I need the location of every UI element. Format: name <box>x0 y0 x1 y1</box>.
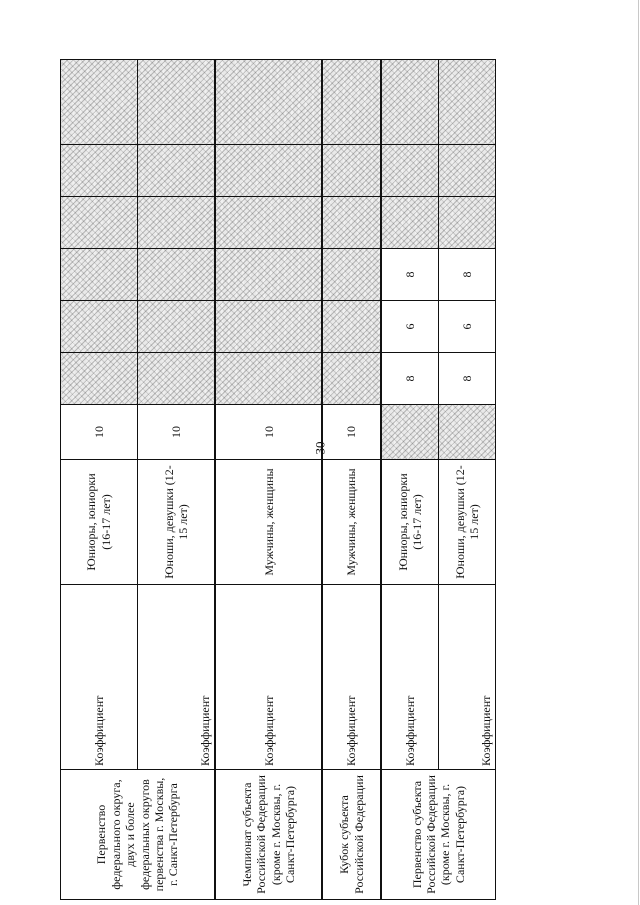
value-cell: 8 <box>439 353 496 405</box>
page-number-text: 30 <box>312 441 327 455</box>
age-group-cell: Мужчины, женщины <box>215 460 322 585</box>
hatched-cell <box>61 301 138 353</box>
hatched-cell <box>215 197 322 249</box>
rotated-table-wrapper <box>60 60 496 900</box>
value-cell: 6 <box>381 301 439 353</box>
hatched-cell <box>215 60 322 145</box>
age-group-cell: Юноши, девушки (12-15 лет) <box>137 460 215 585</box>
type-cell: Коэффициент <box>322 585 381 770</box>
hatched-cell <box>322 197 381 249</box>
type-cell: Коэффициент <box>381 585 439 770</box>
age-group-cell: Мужчины, женщины <box>322 460 381 585</box>
hatched-cell <box>381 197 439 249</box>
hatched-cell <box>439 145 496 197</box>
hatched-cell <box>215 145 322 197</box>
hatched-cell <box>215 353 322 405</box>
value-cell: 10 <box>215 405 322 460</box>
age-group-cell: Юниоры, юниорки (16-17 лет) <box>381 460 439 585</box>
hatched-cell <box>322 145 381 197</box>
hatched-cell <box>137 60 215 145</box>
hatched-cell <box>61 197 138 249</box>
hatched-cell <box>137 249 215 301</box>
value-cell: 10 <box>322 405 381 460</box>
event-cell: Первенство субъекта Российской Федерации (кроме г. Москвы, г. Санкт-Петербурга) <box>381 770 496 900</box>
hatched-cell <box>439 60 496 145</box>
age-group-cell: Юноши, девушки (12-15 лет) <box>439 460 496 585</box>
type-cell: Коэффициент <box>439 585 496 770</box>
value-cell: 6 <box>439 301 496 353</box>
value-cell: 8 <box>381 249 439 301</box>
hatched-cell <box>61 145 138 197</box>
hatched-cell <box>215 301 322 353</box>
hatched-cell <box>61 60 138 145</box>
hatched-cell <box>322 60 381 145</box>
value-cell: 8 <box>381 353 439 405</box>
hatched-cell <box>381 60 439 145</box>
hatched-cell <box>215 249 322 301</box>
event-cell: Чемпионат субъекта Российской Федерации (кроме г. Москвы, г. Санкт-Петербурга) <box>215 770 322 900</box>
table-row <box>61 60 138 900</box>
value-cell: 8 <box>439 249 496 301</box>
hatched-cell <box>322 301 381 353</box>
hatched-cell <box>61 353 138 405</box>
hatched-cell <box>137 197 215 249</box>
table-row <box>322 60 381 900</box>
table-row <box>215 60 322 900</box>
hatched-cell <box>322 249 381 301</box>
event-cell: Первенство федерального округа, двух и более федеральных округов первенства г. Москвы, г. Санкт-Петербурга <box>61 770 216 900</box>
type-cell: Коэффициент <box>61 585 138 770</box>
table-row <box>381 60 439 900</box>
hatched-cell <box>137 301 215 353</box>
value-cell: 10 <box>61 405 138 460</box>
hatched-cell <box>322 353 381 405</box>
type-cell: Коэффициент <box>215 585 322 770</box>
hatched-cell <box>439 405 496 460</box>
hatched-cell <box>61 249 138 301</box>
hatched-cell <box>381 405 439 460</box>
value-cell: 10 <box>137 405 215 460</box>
hatched-cell <box>137 145 215 197</box>
age-group-cell: Юниоры, юниорки (16-17 лет) <box>61 460 138 585</box>
hatched-cell <box>381 145 439 197</box>
type-cell: Коэффициент <box>137 585 215 770</box>
hatched-cell <box>439 197 496 249</box>
hatched-cell <box>137 353 215 405</box>
event-cell: Кубок субъекта Российской Федерации <box>322 770 381 900</box>
coefficient-table <box>60 59 496 900</box>
